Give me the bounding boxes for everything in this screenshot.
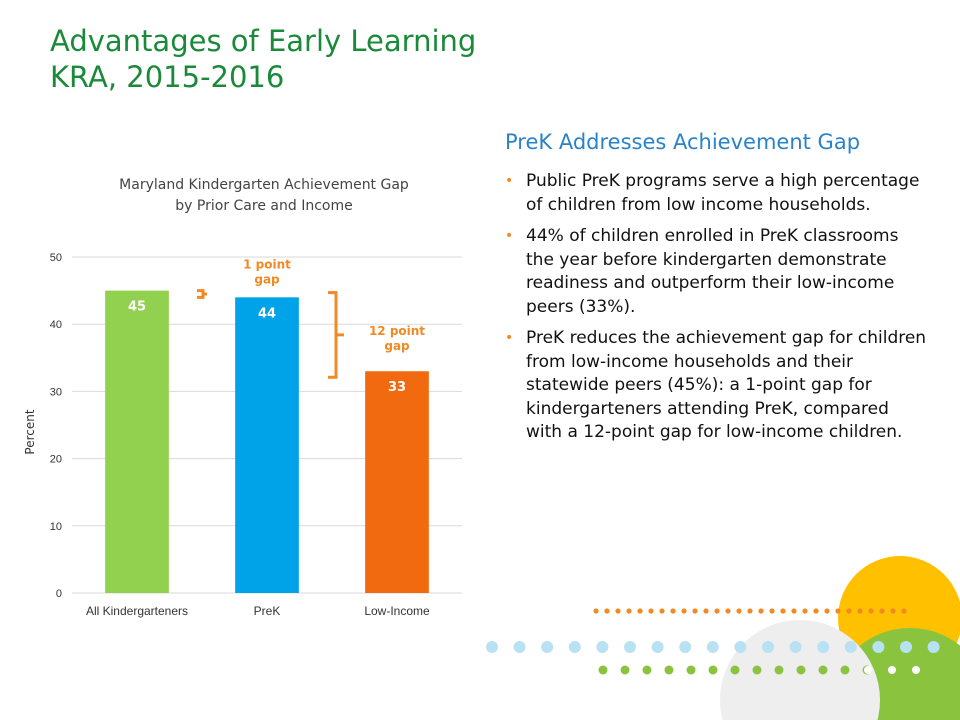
decor-dot — [648, 608, 653, 613]
one-point-gap-label-line-1: 1 point — [243, 257, 291, 272]
decor-dot — [928, 641, 940, 653]
decor-dot — [797, 666, 806, 675]
decor-dot — [929, 666, 938, 675]
bar-data-label: 44 — [257, 306, 277, 322]
y-tick-label: 20 — [49, 453, 62, 466]
chart-title-line-2: by Prior Care and Income — [175, 198, 353, 214]
decor-dot — [863, 666, 872, 675]
decor-dot — [681, 608, 686, 613]
decor-dot — [912, 666, 920, 674]
bar — [365, 371, 429, 593]
decor-dot — [604, 608, 609, 613]
decor-dot — [643, 666, 652, 675]
decor-dot — [624, 641, 636, 653]
y-tick-label: 40 — [49, 319, 62, 332]
decor-dot — [841, 666, 850, 675]
text-panel — [505, 128, 930, 453]
y-axis-label: Percent — [23, 409, 37, 455]
decor-dot — [758, 608, 763, 613]
twelve-point-gap-bracket — [328, 293, 344, 378]
decor-dot — [652, 641, 664, 653]
achievement-gap-chart — [0, 160, 480, 630]
bar-data-label: 45 — [127, 299, 147, 315]
decor-dot — [769, 608, 774, 613]
decor-dot — [596, 641, 608, 653]
decor-dot — [872, 641, 884, 653]
decor-dot — [775, 666, 784, 675]
decor-dot — [791, 608, 796, 613]
y-tick-label: 50 — [49, 252, 62, 264]
decor-dot — [692, 608, 697, 613]
decor-dot — [687, 666, 696, 675]
twelve-point-gap-label-line-2: gap — [384, 338, 410, 353]
decor-dot — [845, 641, 857, 653]
decor-dot — [541, 641, 553, 653]
grey-circle — [720, 620, 880, 720]
decor-dot — [707, 641, 719, 653]
decor-dot — [486, 641, 498, 653]
gap-annotations — [197, 258, 425, 378]
chart-title-line-1: Maryland Kindergarten Achievement Gap — [119, 177, 409, 193]
decor-dot — [885, 666, 894, 675]
decor-dot — [790, 641, 802, 653]
decor-dot — [665, 666, 674, 675]
decor-dot — [879, 608, 884, 613]
decor-dot — [734, 641, 746, 653]
bullet-item: • Public PreK programs serve a high percentage of children from low income households. — [505, 170, 930, 217]
category-label: All Kindergarteners — [85, 604, 189, 618]
decor-dot — [569, 641, 581, 653]
decor-dot — [615, 608, 620, 613]
decor-dot — [621, 666, 630, 675]
slide-title: Advantages of Early Learning — [50, 24, 477, 58]
decor-dot — [753, 666, 762, 675]
decor-dot — [659, 608, 664, 613]
decor-dot — [819, 666, 828, 675]
decor-dot — [901, 608, 906, 613]
category-label: Low-Income — [364, 604, 430, 618]
decor-dot — [888, 666, 896, 674]
bar-data-label: 33 — [387, 380, 407, 396]
decor-dot — [736, 608, 741, 613]
bar — [235, 297, 299, 593]
decor-dot — [868, 608, 873, 613]
decor-dot — [725, 608, 730, 613]
decor-dot — [714, 608, 719, 613]
y-tick-label: 0 — [55, 588, 62, 600]
decor-dot — [780, 608, 785, 613]
y-tick-label: 30 — [49, 386, 62, 399]
decor-dot — [709, 666, 718, 675]
decor-dot — [670, 608, 675, 613]
y-tick-label: 10 — [49, 520, 62, 533]
green-circle — [830, 628, 960, 720]
yellow-circle — [838, 556, 960, 680]
decor-dot — [514, 641, 526, 653]
decor-dot — [762, 641, 774, 653]
one-point-gap-bracket — [197, 291, 207, 298]
decor-dot — [747, 608, 752, 613]
decor-dot — [835, 608, 840, 613]
decor-dot — [817, 641, 829, 653]
decor-dot — [731, 666, 740, 675]
x-axis-categories — [86, 604, 430, 618]
bullet-item: • PreK reduces the achievement gap for children from low-income households and their statewide peers (45%): a 1-point gap for kindergarteners attending PreK, compared with a 12-point gap for low-income children. — [505, 327, 930, 445]
decor-dot — [824, 608, 829, 613]
decor-dot — [802, 608, 807, 613]
decor-dot — [813, 608, 818, 613]
decor-dot — [679, 641, 691, 653]
y-axis-ticks — [50, 252, 62, 600]
decor-dot — [907, 666, 916, 675]
decor-dot — [637, 608, 642, 613]
decor-dot — [593, 608, 598, 613]
bar — [105, 291, 169, 593]
decor-dot — [626, 608, 631, 613]
decor-dot — [703, 608, 708, 613]
one-point-gap-label-line-2: gap — [254, 272, 280, 287]
decor-dot — [864, 666, 872, 674]
bullet-list — [505, 170, 930, 445]
twelve-point-gap-label-line-1: 12 point — [368, 323, 426, 338]
bullet-item: • 44% of children enrolled in PreK classrooms the year before kindergarten demonstrate readiness and outperform their low-income peers (33%). — [505, 225, 930, 319]
decor-dot — [846, 608, 851, 613]
slide-subtitle: KRA, 2015-2016 — [50, 60, 285, 94]
decor-dot — [890, 608, 895, 613]
decor-dot — [900, 641, 912, 653]
panel-heading: PreK Addresses Achievement Gap — [505, 130, 861, 154]
decor-dot — [857, 608, 862, 613]
decor-dot — [599, 666, 608, 675]
category-label: PreK — [253, 604, 281, 618]
